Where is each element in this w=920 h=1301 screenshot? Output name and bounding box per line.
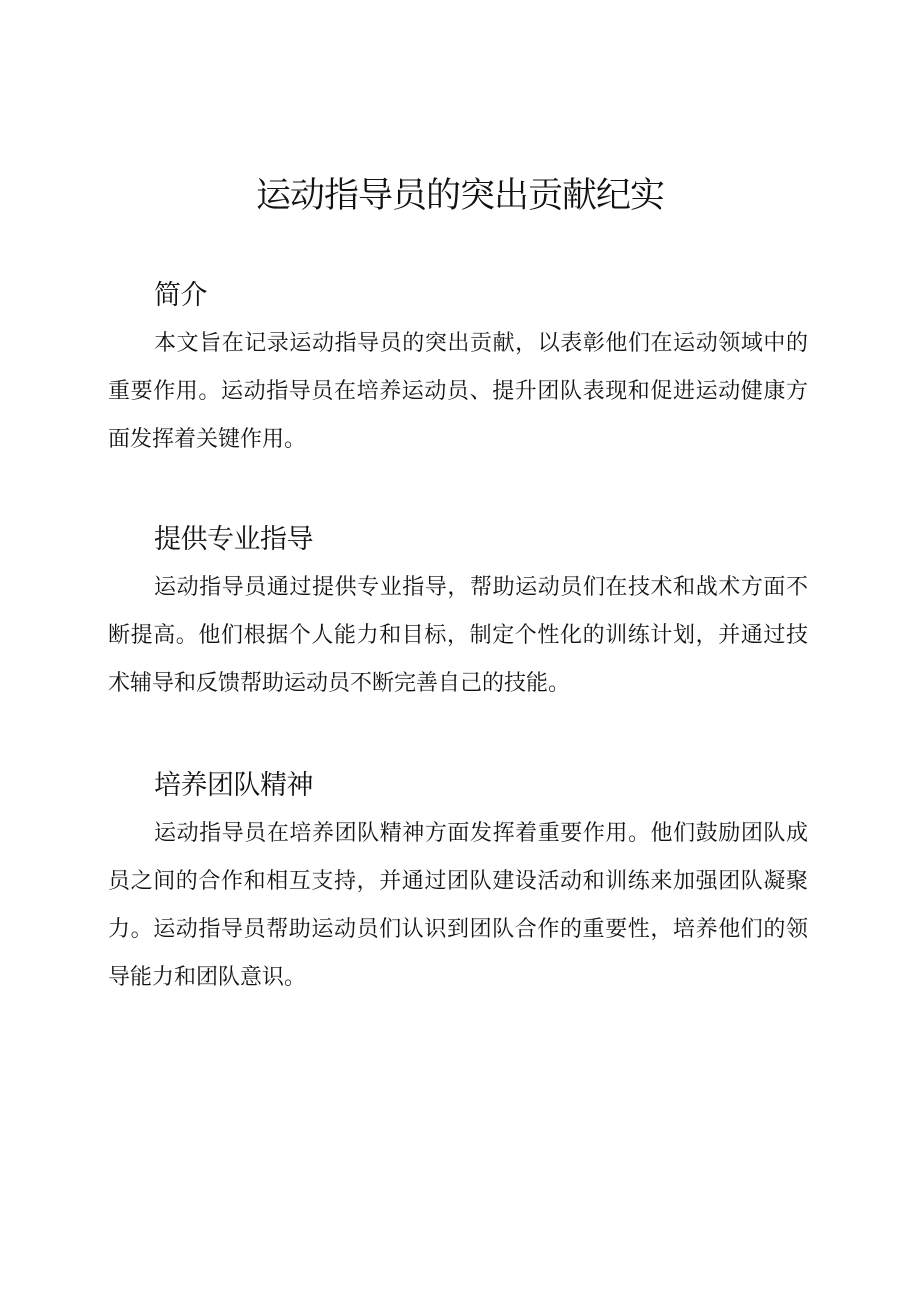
section-intro bbox=[0, 276, 920, 464]
document-title: 运动指导员的突出贡献纪实 bbox=[255, 176, 664, 216]
section-body-intro: 本文旨在记录运动指导员的突出贡献，以表彰他们在运动领域中的重要作用。运动指导员在培养运动员、提升团队表现和促进运动健康方面发挥着关键作用。 bbox=[108, 331, 808, 452]
section-heading-team-spirit: 培养团队精神 bbox=[154, 770, 313, 801]
section-body-professional-guidance: 运动指导员通过提供专业指导，帮助运动员们在技术和战术方面不断提高。他们根据个人能力和目标，制定个性化的训练计划，并通过技术辅导和反馈帮助运动员不断完善自己的技能。 bbox=[108, 575, 808, 696]
section-body-team-spirit: 运动指导员在培养团队精神方面发挥着重要作用。他们鼓励团队成员之间的合作和相互支持，并通过团队建设活动和训练来加强团队凝聚力。运动指导员帮助运动员们认识到团队合作的重要性，培养他们的领导能力和团队意识。 bbox=[108, 821, 808, 990]
section-team-spirit bbox=[0, 766, 920, 1002]
section-heading-professional-guidance: 提供专业指导 bbox=[154, 524, 313, 555]
section-heading-intro: 简介 bbox=[154, 280, 207, 311]
section-professional-guidance bbox=[0, 520, 920, 708]
